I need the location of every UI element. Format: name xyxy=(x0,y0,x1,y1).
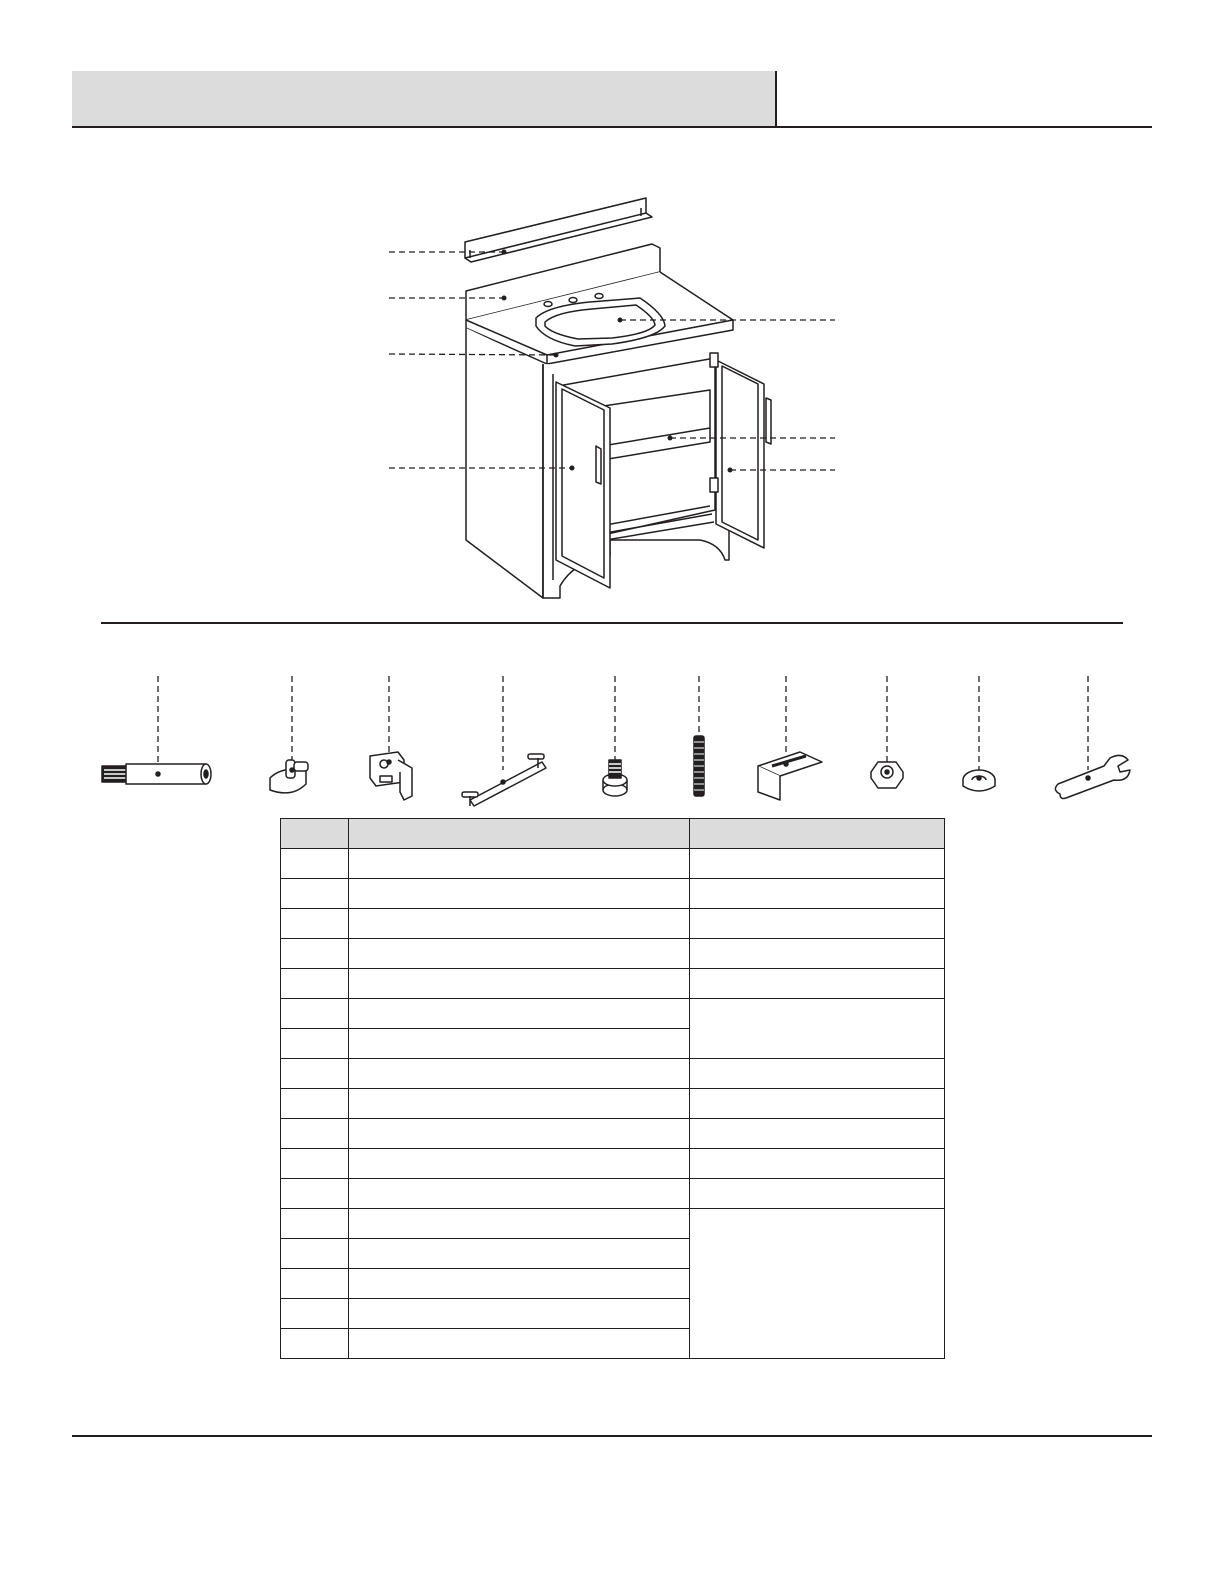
table-cell xyxy=(281,1329,349,1359)
table-cell xyxy=(349,1089,690,1119)
leveling-foot-icon xyxy=(603,760,627,796)
wrench-icon xyxy=(1055,755,1130,798)
table-cell xyxy=(281,1029,349,1059)
table-cell xyxy=(281,1149,349,1179)
table-cell xyxy=(281,1179,349,1209)
table-row xyxy=(281,849,945,879)
table-cell xyxy=(281,1119,349,1149)
table-cell xyxy=(349,1029,690,1059)
table-cell xyxy=(349,1269,690,1299)
left-door-drawing xyxy=(556,382,610,588)
table-cell xyxy=(690,969,945,999)
table-cell xyxy=(690,879,945,909)
column-header-description xyxy=(349,819,690,849)
table-cell xyxy=(690,909,945,939)
table-cell xyxy=(349,1119,690,1149)
table-header-row xyxy=(281,819,945,849)
hinge-icon xyxy=(370,752,412,800)
table-cell xyxy=(349,1299,690,1329)
table-cell xyxy=(349,909,690,939)
table-cell xyxy=(281,1299,349,1329)
table-cell xyxy=(349,939,690,969)
table-cell xyxy=(349,1209,690,1239)
table-cell xyxy=(349,1329,690,1359)
table-cell xyxy=(349,849,690,879)
table-cell xyxy=(690,1119,945,1149)
parts-table xyxy=(280,818,945,1359)
handle-icon xyxy=(462,754,546,806)
table-cell xyxy=(690,849,945,879)
table-cell xyxy=(349,1059,690,1089)
table-cell xyxy=(281,849,349,879)
table-cell xyxy=(349,1179,690,1209)
column-header-quantity xyxy=(690,819,945,849)
table-cell xyxy=(349,1149,690,1179)
table-row xyxy=(281,969,945,999)
table-cell xyxy=(281,939,349,969)
table-row xyxy=(281,1059,945,1089)
table-row xyxy=(281,1209,945,1239)
table-cell xyxy=(281,879,349,909)
table-cell xyxy=(281,909,349,939)
table-cell xyxy=(690,999,945,1059)
table-cell xyxy=(281,1059,349,1089)
table-cell xyxy=(281,1089,349,1119)
table-cell xyxy=(690,1089,945,1119)
section-divider xyxy=(101,622,1123,624)
lock-washer-icon xyxy=(963,770,995,791)
table-row xyxy=(281,1119,945,1149)
table-cell xyxy=(690,1059,945,1089)
table-cell xyxy=(690,1209,945,1359)
cylindrical-connector-icon xyxy=(102,764,211,784)
table-cell xyxy=(349,1239,690,1269)
table-cell xyxy=(281,1239,349,1269)
table-cell xyxy=(349,969,690,999)
vanity-top-drawing xyxy=(466,244,733,364)
right-door-drawing xyxy=(710,353,771,548)
table-cell xyxy=(281,1269,349,1299)
l-bracket-icon xyxy=(758,752,822,800)
table-cell xyxy=(349,999,690,1029)
table-cell xyxy=(690,1149,945,1179)
table-row xyxy=(281,1179,945,1209)
table-cell xyxy=(281,969,349,999)
table-row xyxy=(281,939,945,969)
column-header-part xyxy=(281,819,349,849)
table-cell xyxy=(281,1209,349,1239)
table-cell xyxy=(690,939,945,969)
threaded-rod-icon xyxy=(694,736,704,796)
footer-rule xyxy=(72,1435,1152,1437)
table-cell xyxy=(690,1179,945,1209)
table-row xyxy=(281,909,945,939)
table-row xyxy=(281,999,945,1029)
shelf-pin-icon xyxy=(270,760,308,793)
table-row xyxy=(281,1089,945,1119)
table-cell xyxy=(281,999,349,1029)
table-row xyxy=(281,879,945,909)
table-row xyxy=(281,1149,945,1179)
nut-icon xyxy=(871,762,903,788)
table-cell xyxy=(349,879,690,909)
hardware-leaders xyxy=(158,676,1088,772)
